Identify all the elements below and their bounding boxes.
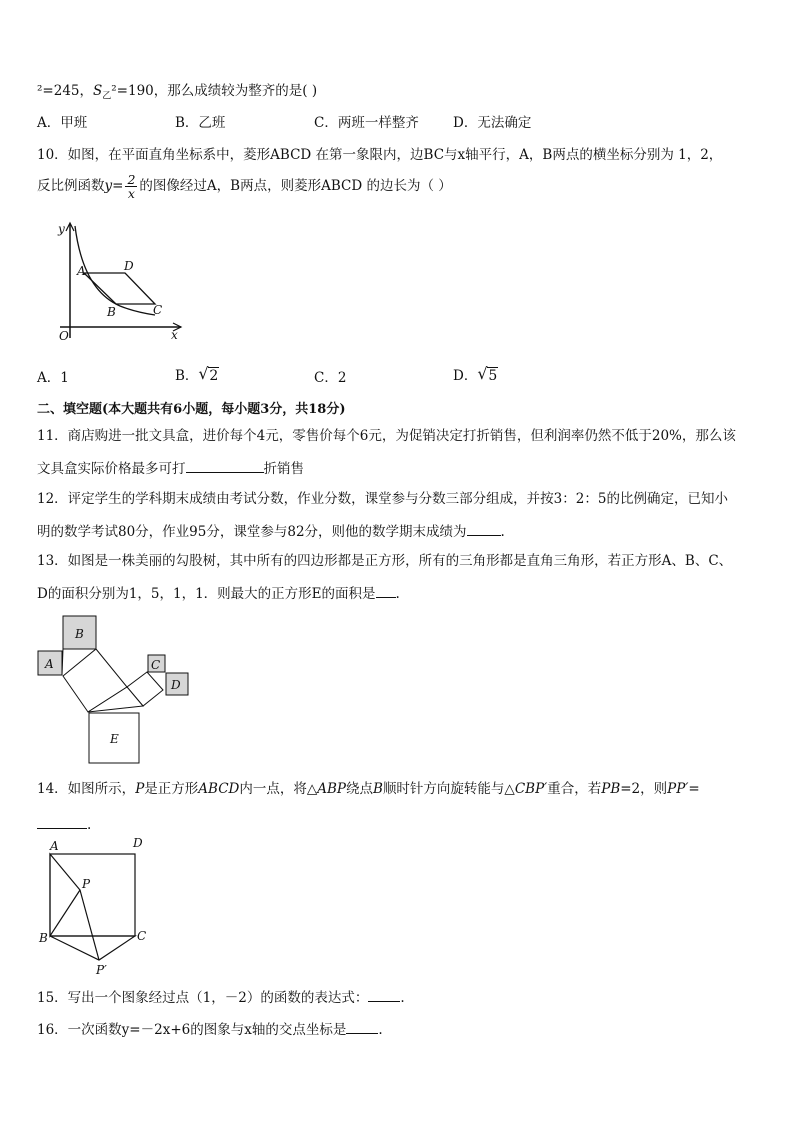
q15-line [37, 987, 405, 1007]
q13-line2-b: . [395, 586, 400, 602]
q10-option-d-radicand: 5 [488, 368, 498, 384]
q10-hyperbola [75, 226, 155, 315]
q13-label-c: C [151, 658, 161, 672]
q14-label-d: D [133, 836, 143, 850]
q10-line2-b: 的图像经过A，B两点，则菱形ABCD 的边长为（ ） [139, 178, 452, 194]
q14-triangle-abp [50, 854, 80, 936]
q12-line2-a: 明的数学考试80分，作业95分，课堂参与82分，则他的数学期末成绩为 [37, 524, 467, 540]
q10-label-x: x [171, 328, 178, 342]
q10-line2-a: 反比例函数 [37, 178, 105, 194]
q10-option-d-sqrt [477, 364, 498, 385]
q14-m4: 顺时针方向旋转能与△ [382, 781, 515, 797]
q10-option-b-radical-icon: √ [198, 364, 209, 383]
q13-figure [36, 614, 196, 764]
q10-option-c: C．2 [314, 370, 347, 386]
q14-line2-b: . [87, 817, 92, 833]
q10-fraction-den: x [127, 186, 135, 201]
q9-option-a: A．甲班 [37, 115, 88, 131]
q14-m6: =2，则 [620, 781, 668, 797]
q14-label-a: A [50, 839, 59, 853]
q14-cbp: CBP′ [514, 781, 548, 797]
q16-line [37, 1019, 383, 1039]
q9-s-symbol: S [93, 83, 103, 99]
q14-answer-blank[interactable] [37, 814, 87, 829]
q10-option-d-prefix: D． [453, 368, 478, 384]
q14-segment-ap [80, 890, 99, 960]
q14-label-p: P [82, 877, 91, 891]
q10-line1: 10．如图，在平面直角坐标系中，菱形ABCD 在第一象限内，边BC与x轴平行，A，B两点的横坐标分别为 1，2， [37, 147, 723, 163]
q14-point-p: P [135, 781, 145, 797]
q14-figure [37, 836, 157, 978]
q14-label-c: C [137, 929, 147, 943]
q10-label-o: O [59, 329, 69, 343]
q10-option-b-prefix: B． [175, 368, 199, 384]
q14-triangle-cbp [50, 936, 135, 960]
q10-option-d-radical-icon: √ [477, 364, 488, 383]
q14-abp: ABP [317, 781, 347, 797]
q16-end: . [378, 1022, 383, 1038]
q10-label-d: D [124, 259, 134, 273]
q16-text: 16．一次函数y=－2x+6的图象与x轴的交点坐标是 [37, 1022, 347, 1038]
q14-pre: 14．如图所示， [37, 781, 136, 797]
q11-line2-a: 文具盒实际价格最多可打 [37, 461, 186, 477]
q9-option-c: C．两班一样整齐 [314, 115, 419, 131]
q13-answer-blank[interactable] [376, 583, 396, 598]
q12-line1: 12．评定学生的学科期末成绩由考试分数，作业分数，课堂参与分数三部分组成，并按3：2：5的比例确定，已知小 [37, 491, 728, 507]
q10-label-b: B [107, 305, 116, 319]
q13-label-b: B [75, 627, 84, 641]
q10-line2 [37, 172, 452, 200]
q15-answer-blank[interactable] [368, 987, 400, 1002]
q9-variance-a: ²=245， [37, 83, 93, 99]
q11-line1: 11．商店购进一批文具盒，进价每个4元，零售价每个6元，为促销决定打折销售，但利润率仍然不低于20%，那么该 [37, 428, 736, 444]
q11-line2 [37, 458, 304, 478]
q9-option-b: B．乙班 [175, 115, 226, 131]
q14-m2: 内一点，将△ [239, 781, 318, 797]
q9-tail [37, 82, 317, 106]
q13-line2-a: D的面积分别为1，5，1，1．则最大的正方形E的面积是 [37, 586, 376, 602]
q10-option-b-radicand: 2 [209, 368, 219, 384]
q10-y-var: y [104, 178, 113, 194]
q10-fraction [125, 173, 137, 200]
q14-pp: PP′ [667, 781, 689, 797]
q10-option-b [175, 364, 219, 385]
q14-pb: PB [601, 781, 621, 797]
section-2-heading: 二、填空题(本大题共有6小题，每小题3分，共18分) [37, 402, 346, 417]
q13-label-a: A [45, 657, 54, 671]
q10-option-b-sqrt [198, 364, 219, 385]
q10-fraction-num: 2 [127, 172, 136, 187]
q10-rhombus [84, 273, 155, 304]
q9-s-subscript: 乙 [102, 91, 112, 102]
q10-option-d [453, 364, 498, 385]
q16-answer-blank[interactable] [346, 1019, 378, 1034]
q12-answer-blank[interactable] [467, 521, 501, 536]
q14-line2 [37, 814, 91, 834]
q12-line2-b: . [500, 524, 505, 540]
q14-m5: 重合，若 [547, 781, 602, 797]
q14-label-b: B [39, 931, 48, 945]
q15-text: 15．写出一个图象经过点（1，－2）的函数的表达式： [37, 990, 369, 1006]
q9-variance-b: ²=190，那么成绩较为整齐的是( ) [111, 83, 318, 99]
q14-abcd: ABCD [198, 781, 240, 797]
q11-answer-blank[interactable] [186, 458, 264, 473]
q11-line2-b: 折销售 [263, 461, 304, 477]
q15-end: . [400, 990, 405, 1006]
q10-label-y: y [58, 222, 65, 236]
q13-line1: 13．如图是一株美丽的勾股树，其中所有的四边形都是正方形，所有的三角形都是直角三角形，若正方形A、B、C、 [37, 553, 733, 569]
q12-line2 [37, 521, 505, 541]
q9-option-d: D．无法确定 [453, 115, 532, 131]
q14-line1 [37, 780, 700, 798]
q10-label-a: A [77, 264, 86, 278]
q14-square [50, 854, 135, 936]
q14-m1: 是正方形 [144, 781, 199, 797]
q14-m7: = [688, 781, 700, 797]
q10-figure [55, 220, 190, 350]
q10-equals: = [112, 178, 124, 194]
q10-option-a: A．1 [37, 370, 69, 386]
q14-point-b: B [373, 781, 383, 797]
q13-line2 [37, 583, 400, 603]
q14-label-pp: P′ [96, 963, 107, 977]
q10-label-c: C [153, 303, 163, 317]
q14-m3: 绕点 [346, 781, 374, 797]
q13-label-e: E [110, 732, 119, 746]
q13-label-d: D [171, 678, 181, 692]
